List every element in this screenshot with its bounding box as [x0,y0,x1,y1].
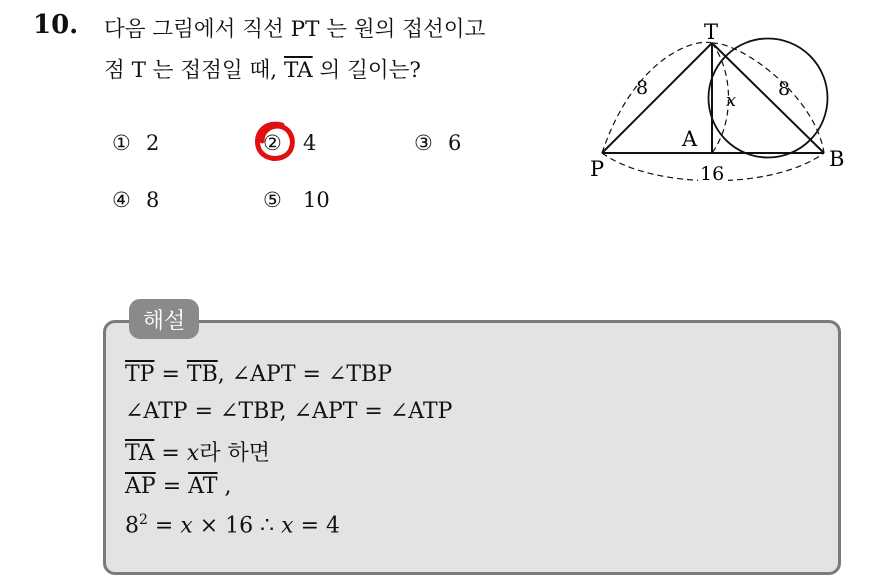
label-a: A [682,127,698,151]
seg-at: $\overline{AT}$ [188,474,218,499]
label-length-ta: x [726,90,737,111]
choice-4-marker: ④ [112,188,131,212]
solution-line-1 [125,362,392,387]
choice-1-marker: ① [112,131,131,155]
seg-ta: $\overline{TA}$ [125,441,155,466]
choice-1[interactable] [112,131,159,155]
choice-1-value: 2 [146,131,160,155]
segment-ta: $\overline{TA}$ [283,58,313,83]
var-x: x [281,513,294,539]
choice-2-marker: ② [263,131,282,155]
answer-circle-mark [252,120,296,164]
label-p: P [590,157,605,181]
choice-4[interactable] [112,188,159,212]
equals: = [147,513,181,539]
seg-tb: $\overline{TB}$ [186,362,218,387]
comma: , [217,474,232,499]
seg-tp: $\overline{TP}$ [125,362,155,387]
question-number: 10. [33,10,79,40]
times-16-therefore: × 16 ∴ [192,513,282,539]
question-text-line2 [104,53,421,84]
equals: = [154,441,187,466]
question-text-post: 의 길이는? [312,58,421,83]
question-text-pre: 점 T 는 접점일 때, [104,58,284,83]
label-length-pb: 16 [700,163,725,185]
choice-5[interactable] [263,188,330,212]
solution-line-3 [125,436,270,467]
solution-line-4 [125,474,231,499]
question-text-line1: 다음 그림에서 직선 PT 는 원의 접선이고 [104,17,486,42]
label-t: T [704,20,719,44]
base-8: 8 [125,513,139,539]
label-length-pt: 8 [636,77,649,99]
choice-3[interactable] [414,131,461,155]
label-length-tb: 8 [778,78,791,100]
seg-ap: $\overline{AP}$ [125,474,156,499]
choice-4-value: 8 [146,188,160,212]
choice-5-marker: ⑤ [263,188,282,212]
solution-tag: 해설 [129,299,199,339]
text-let: 라 하면 [199,441,270,466]
equals: = [154,362,187,387]
geometry-figure [584,18,864,200]
choice-2-value: 4 [303,131,317,155]
result: = 4 [293,513,341,539]
equals: = [155,474,189,499]
choice-3-value: 6 [448,131,462,155]
label-b: B [829,147,845,171]
choice-5-value: 10 [303,188,330,212]
choice-3-marker: ③ [414,131,433,155]
var-x: x [186,441,200,466]
solution-line-2: ∠ATP = ∠TBP, ∠APT = ∠ATP [125,399,453,424]
solution-line-5 [125,512,340,538]
exponent: 2 [139,512,148,528]
var-x: x [180,513,193,539]
angle-eq-1: , ∠APT = ∠TBP [217,362,393,387]
